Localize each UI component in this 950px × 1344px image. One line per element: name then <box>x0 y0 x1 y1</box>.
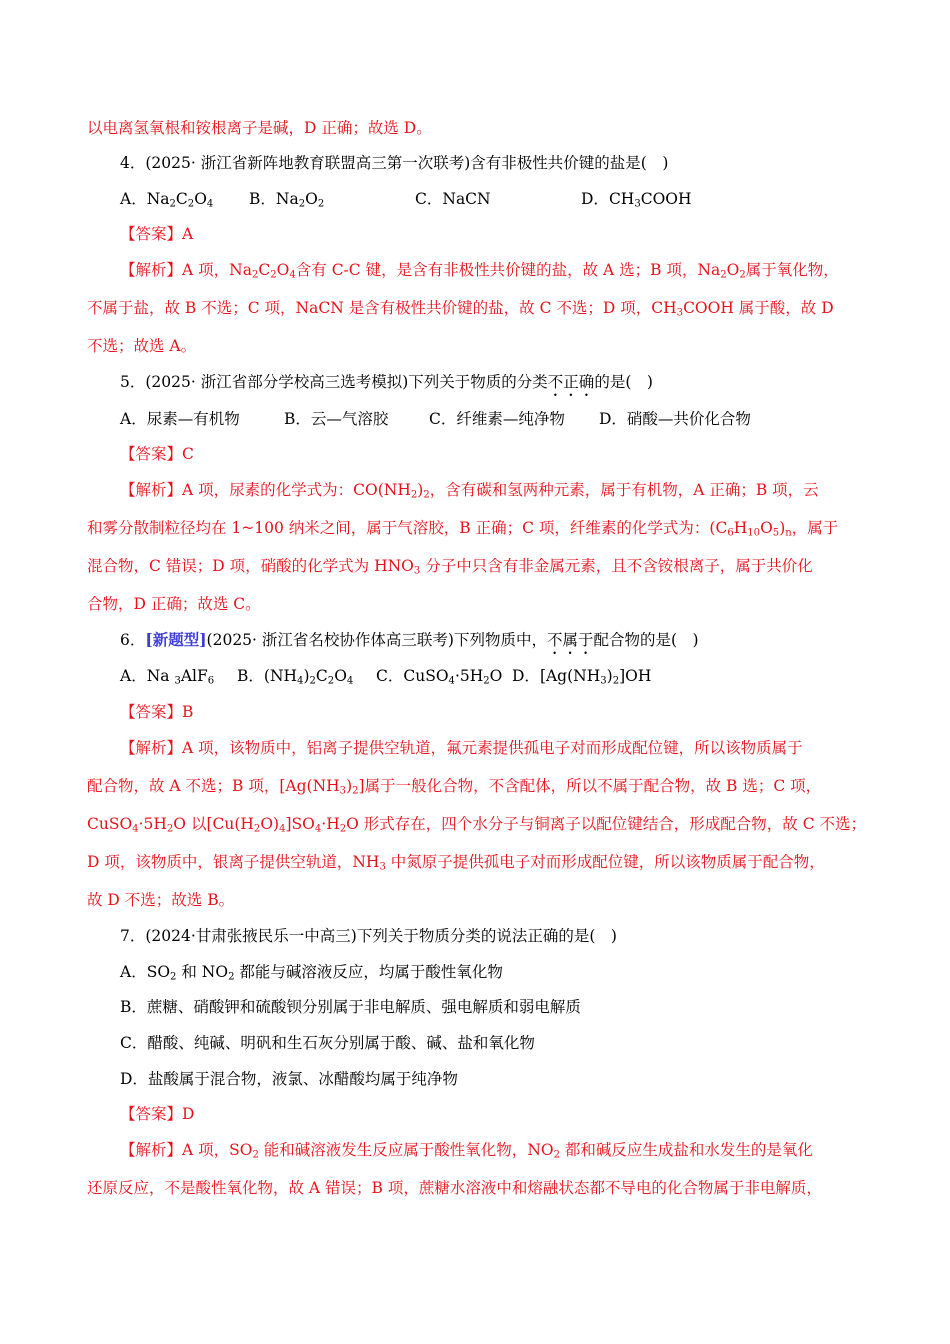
continued-explanation: 以电离氢氧根和铵根离子是碱，D 正确；故选 D。 <box>87 119 432 137</box>
question-6-explanation-line-4: D 项，该物质中，银离子提供空轨道，$NH_3$ 中氮原子提供孤电子对而形成配位键，所以该物质属于配合物， <box>87 853 825 873</box>
question-5-explanation-line-4: 合物，D 正确；故选 C。 <box>87 595 261 613</box>
question-6-answer: 【答案】B <box>120 703 194 721</box>
question-6-options <box>120 665 910 687</box>
question-5-stem: 5．(2025· 浙江省部分学校高三选考模拟)下列关于物质的分类不正确的是( ) <box>120 373 653 391</box>
question-7-stem: 7．(2024·甘肃张掖民乐一中高三)下列关于物质分类的说法正确的是( ) <box>120 927 617 945</box>
option-a: A．$Na_2C_2O_4$ <box>120 190 214 210</box>
option-d: D．硝酸—共价化合物 <box>599 410 751 428</box>
question-7-explanation-line-1: 【解析】A 项，$SO_2$ 能和碱溶液发生反应属于酸性氧化物，$NO_2$ 都和碱反应生成盐和水发生的是氧化 <box>120 1141 813 1161</box>
question-5-explanation-line-1: 【解析】A 项，尿素的化学式为：$CO(NH_2)_2$，含有碳和氢两种元素，属于有机物，A 正确；B 项，云 <box>120 481 819 501</box>
question-4-answer: 【答案】A <box>120 225 194 243</box>
question-4-explanation-line-3: 不选；故选 A。 <box>87 337 197 355</box>
question-6-explanation-line-2: 配合物，故 A 不选；B 项，$[Ag(NH_3)_2]$属于一般化合物，不含配体，所以不属于配合物，故 B 选；C 项， <box>87 777 822 797</box>
question-5-explanation-line-3: 混合物，C 错误；D 项，硝酸的化学式为 $HNO_3$ 分子中只含有非金属元素，且不含铵根离子，属于共价化 <box>87 557 813 577</box>
option-a: A．Na $_3$AlF$_6$ <box>120 667 215 687</box>
option-b: B．$Na_2O_2$ <box>249 190 325 210</box>
option-c: C．NaCN <box>415 190 491 208</box>
question-7-option-b: B．蔗糖、硝酸钾和硫酸钡分别属于非电解质、强电解质和弱电解质 <box>120 998 581 1016</box>
question-5-options <box>120 408 910 430</box>
option-a: A．尿素—有机物 <box>120 410 240 428</box>
question-7-explanation-line-2: 还原反应，不是酸性氧化物，故 A 错误；B 项，蔗糖水溶液中和熔融状态都不导电的化合物属于非电解质， <box>87 1179 822 1197</box>
option-b: B．$(NH_4)_2C_2O_4$ <box>237 667 354 687</box>
question-6-explanation-line-1: 【解析】A 项，该物质中，铝离子提供空轨道，氟元素提供孤电子对而形成配位键，所以该物质属于 <box>120 739 803 757</box>
question-4-explanation-line-2: 不属于盐，故 B 不选；C 项，NaCN 是含有极性共价键的盐，故 C 不选；D 项，$CH_3COOH$ 属于酸，故 D <box>87 299 834 319</box>
question-6-stem: 6．[新题型](2025· 浙江省名校协作体高三联考)下列物质中，不属于配合物的是( ) <box>120 630 699 649</box>
emphasis-not-correct: 不正确 <box>547 373 595 391</box>
question-7-option-a: A．$SO_2$ 和 $NO_2$ 都能与碱溶液反应，均属于酸性氧化物 <box>120 963 503 983</box>
question-7-option-d: D．盐酸属于混合物，液氯、冰醋酸均属于纯净物 <box>120 1070 458 1088</box>
question-5-explanation-line-2: 和雾分散制粒径均在 1~100 纳米之间，属于气溶胶，B 正确；C 项，纤维素的化学式为：$(C_6H_{10}O_5)_n$，属于 <box>87 519 839 539</box>
question-4-stem: 4．(2025· 浙江省新阵地教育联盟高三第一次联考)含有非极性共价键的盐是( ) <box>120 154 669 172</box>
option-c: C．纤维素—纯净物 <box>429 410 565 428</box>
new-question-type-tag: [新题型] <box>145 630 207 649</box>
option-b: B．云—气溶胶 <box>284 410 389 428</box>
option-d: D．$CH_3COOH$ <box>581 190 692 210</box>
question-6-explanation-line-5: 故 D 不选；故选 B。 <box>87 891 235 909</box>
option-c: C．$CuSO_4\cdot 5H_2O$ <box>376 667 503 687</box>
question-5-answer: 【答案】C <box>120 445 194 463</box>
question-4-explanation-line-1: 【解析】A 项，$Na_2C_2O_4$含有 C-C 键，是含有非极性共价键的盐，故 A 选；B 项，$Na_2O_2$属于氧化物， <box>120 261 839 281</box>
emphasis-not-belong: 不属于 <box>546 631 594 649</box>
option-d: D．$[Ag(NH_3)_2]OH$ <box>512 667 652 687</box>
question-4-options <box>120 188 910 210</box>
question-6-explanation-line-3: $CuSO_4\cdot 5H_2O$ 以$[Cu(H_2O)_4]SO_4\cdot H_2O$ 形式存在，四个水分子与铜离子以配位键结合，形成配合物，故 C 不选； <box>87 815 867 835</box>
question-7-answer: 【答案】D <box>120 1105 195 1123</box>
question-7-option-c: C．醋酸、纯碱、明矾和生石灰分别属于酸、碱、盐和氧化物 <box>120 1034 535 1052</box>
